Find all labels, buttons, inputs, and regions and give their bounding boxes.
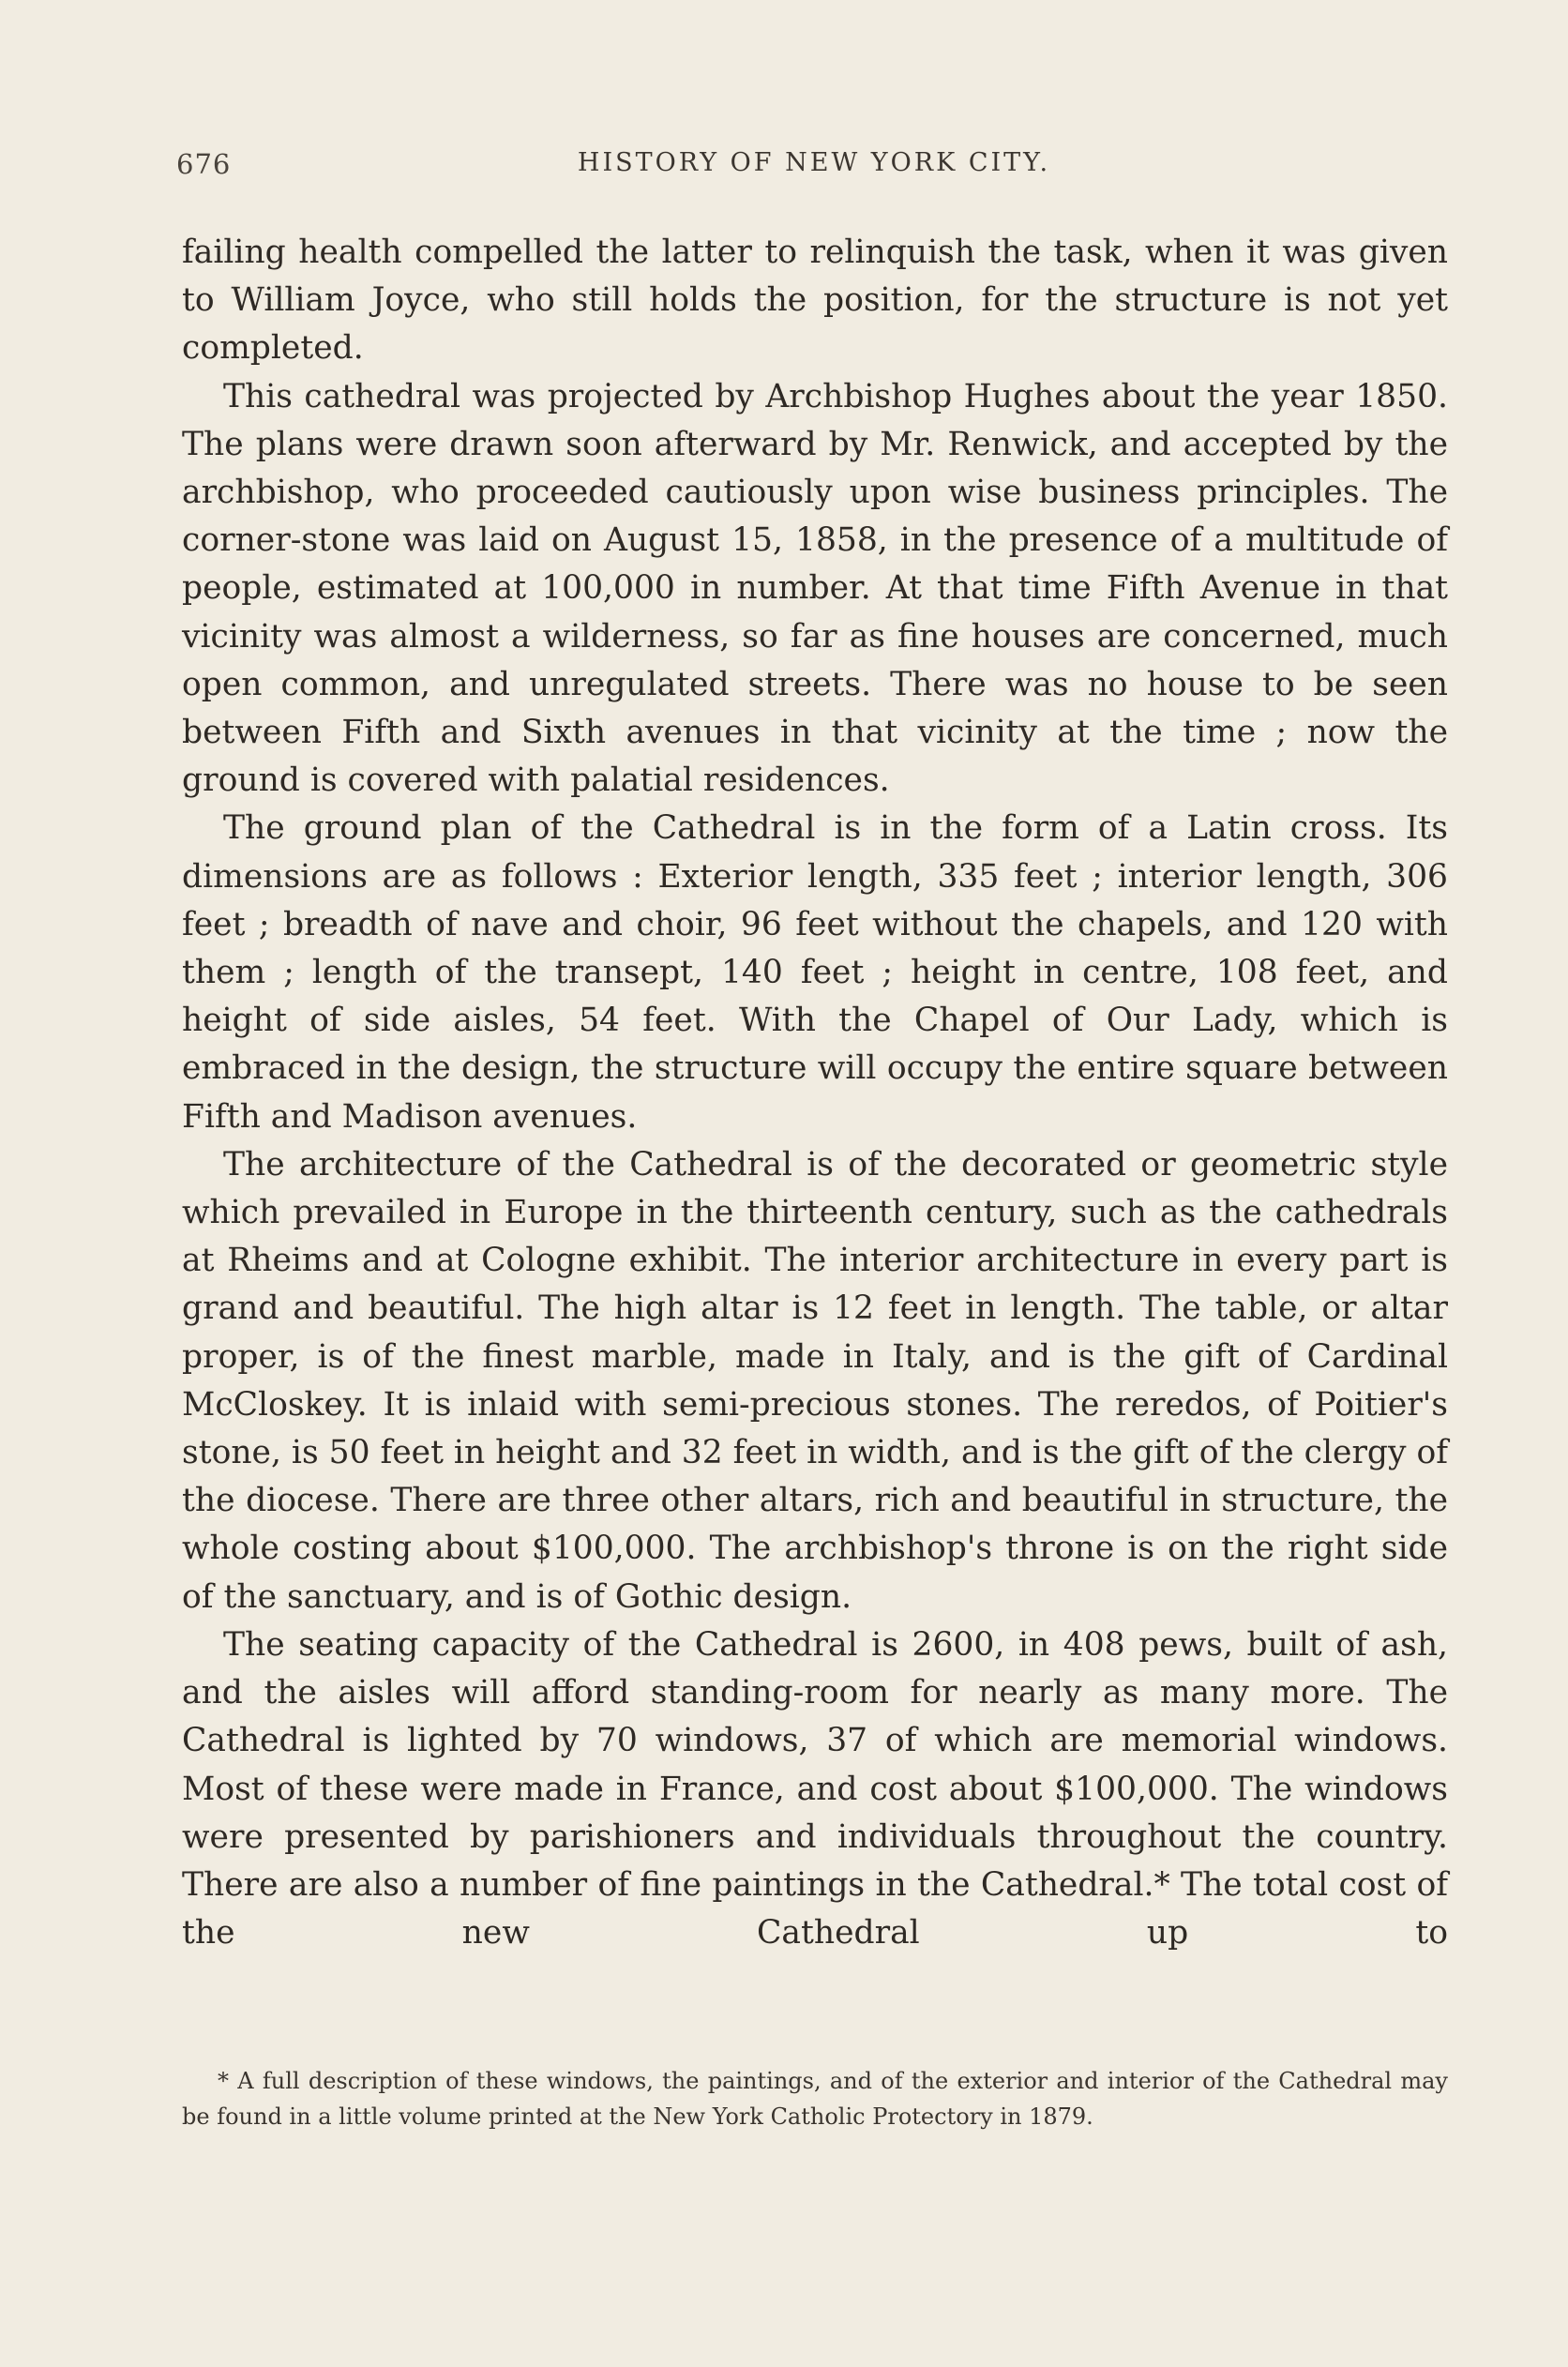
paragraph-5: The seating capacity of the Cathedral is 2600, in 408 pews, built of ash, and the aisles will afford standing-room for nearly as many more. The Cathedral is lighted by 70 windows, 37 of which are memorial windows. Most of these were made in France, and cost about $100,000. The windows were presented by parishioners and individuals throughout the country. There are also a number of fine paintings in the Cathedral.* The total cost of the new Cathedral up to	[182, 1625, 1448, 1952]
page-number: 676	[176, 148, 232, 180]
paragraph-1: failing health compelled the latter to relinquish the task, when it was given to William Joyce, who still holds the position, for the structure is not yet completed.	[182, 234, 1448, 368]
running-head	[176, 148, 1452, 186]
footnote	[182, 2063, 1448, 2134]
body-text	[182, 229, 1448, 1957]
footnote-text: * A full description of these windows, the paintings, and of the exterior and interior of the Cathedral may be found in a little volume printed at the New York Catholic Protectory in 1879.	[182, 2068, 1448, 2130]
paragraph-3: The ground plan of the Cathedral is in the form of a Latin cross. Its dimensions are as follows : Exterior length, 335 feet ; interior length, 306 feet ; breadth of nave and choir, 96 feet without the chapels, and 120 with them ; length of the transept, 140 feet ; height in centre, 108 feet, and height of side aisles, 54 feet. With the Chapel of Our Lady, which is embraced in the design, the structure will occupy the entire square between Fifth and Madison avenues.	[182, 809, 1448, 1136]
paragraph-4: The architecture of the Cathedral is of the decorated or geometric style which prevailed in Europe in the thirteenth century, such as the cathedrals at Rheims and at Cologne exhibit. The interior architecture in every part is grand and beautiful. The high altar is 12 feet in length. The table, or altar proper, is of the finest marble, made in Italy, and is the gift of Cardinal McCloskey. It is inlaid with semi-precious stones. The reredos, of Poitier's stone, is 50 feet in height and 32 feet in width, and is the gift of the clergy of the diocese. There are three other altars, rich and beautiful in structure, the whole costing about $100,000. The archbishop's throne is on the right side of the sanctuary, and is of Gothic design.	[182, 1145, 1449, 1616]
paragraph-2: This cathedral was projected by Archbishop Hughes about the year 1850. The plans were drawn soon afterward by Mr. Renwick, and accepted by the archbishop, who proceeded cautiously upon wise business principles. The corner-stone was laid on August 15, 1858, in the presence of a multitude of people, estimated at 100,000 in number. At that time Fifth Avenue in that vicinity was almost a wilderness, so far as fine houses are concerned, much open common, and unregulated streets. There was no house to be seen between Fifth and Sixth avenues in that vicinity at the time ; now the ground is covered with palatial residences.	[182, 377, 1448, 800]
running-title: HISTORY OF NEW YORK CITY.	[577, 148, 1051, 177]
